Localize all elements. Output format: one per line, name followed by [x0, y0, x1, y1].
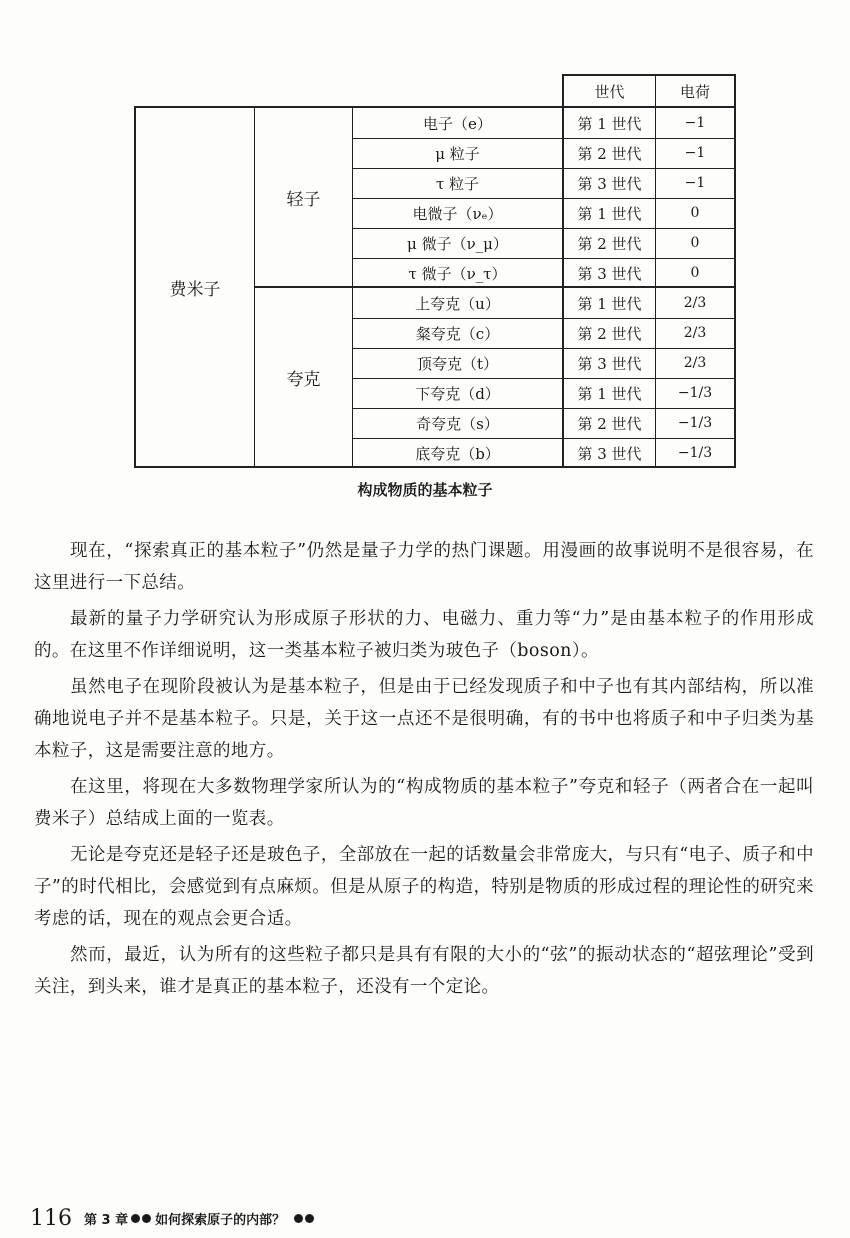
chapter-title: 如何探索原子的内部？: [155, 1213, 286, 1228]
bullet-icon: [294, 1214, 303, 1223]
chapter-label: 第 3 章: [84, 1213, 129, 1228]
charge-cell: 0: [690, 235, 700, 251]
paragraph: 现在，“探索真正的基本粒子”仍然是量子力学的热门课题。用漫画的故事说明不是很容易，在这里进行一下总结。: [34, 541, 814, 593]
particle-name: μ 粒子: [435, 144, 480, 163]
particle-name: 顶夸克（t）: [416, 354, 499, 373]
header-charge: 电荷: [679, 82, 710, 101]
bullet-icon: [131, 1214, 140, 1223]
charge-cell: −1: [684, 115, 706, 131]
generation-cell: 第 1 世代: [577, 114, 642, 133]
bullet-icon: [305, 1214, 314, 1223]
group-lepton: 轻子: [286, 189, 321, 210]
particle-name: 奇夸克（s）: [416, 414, 499, 433]
paragraph: 然而，最近，认为所有的这些粒子都只是具有有限的大小的“弦”的振动状态的“超弦理论”受到关注，到头来，谁才是真正的基本粒子，还没有一个定论。: [34, 945, 814, 997]
charge-cell: 0: [690, 205, 700, 221]
paragraph: 在这里，将现在大多数物理学家所认为的“构成物质的基本粒子”夸克和轻子（两者合在一起叫费米子）总结成上面的一览表。: [34, 777, 814, 829]
particle-name: μ 微子（ν_μ）: [407, 234, 508, 253]
particle-name: 电子（e）: [423, 114, 492, 133]
particle-name: 下夸克（d）: [415, 384, 500, 403]
particle-name: 粲夸克（c）: [415, 324, 500, 343]
paragraph: 虽然电子在现阶段被认为是基本粒子，但是由于已经发现质子和中子也有其内部结构，所以准确地说电子并不是基本粒子。只是，关于这一点还不是很明确，有的书中也将质子和中子归类为基本粒子，这是需要注意的地方。: [34, 677, 814, 761]
generation-cell: 第 2 世代: [577, 234, 642, 253]
page-number: 116: [30, 1206, 72, 1231]
particle-name: 电微子（νₑ）: [412, 204, 503, 223]
charge-cell: 2/3: [683, 355, 707, 371]
particle-name: τ 粒子: [435, 174, 480, 193]
charge-cell: −1: [684, 175, 706, 191]
charge-cell: −1/3: [677, 445, 713, 461]
bullet-icon: [142, 1214, 151, 1223]
generation-cell: 第 2 世代: [577, 414, 642, 433]
charge-cell: 2/3: [683, 325, 707, 341]
page-footer: [30, 1206, 315, 1231]
paragraph: 无论是夸克还是轻子还是玻色子，全部放在一起的话数量会非常庞大，与只有“电子、质子和中子”的时代相比，会感觉到有点麻烦。但是从原子的构造，特别是物质的形成过程的理论性的研究来考虑的话，现在的观点会更合适。: [34, 845, 814, 929]
category-fermion: 费米子: [169, 279, 221, 300]
generation-cell: 第 1 世代: [577, 294, 642, 313]
generation-cell: 第 3 世代: [577, 264, 642, 283]
generation-cell: 第 1 世代: [577, 204, 642, 223]
charge-cell: 2/3: [683, 295, 707, 311]
group-quark: 夸克: [286, 369, 321, 390]
charge-cell: −1/3: [677, 415, 713, 431]
generation-cell: 第 2 世代: [577, 324, 642, 343]
charge-cell: −1: [684, 145, 706, 161]
particle-name: τ 微子（ν_τ）: [408, 264, 507, 283]
paragraph: 最新的量子力学研究认为形成原子形状的力、电磁力、重力等“力”是由基本粒子的作用形成的。在这里不作详细说明，这一类基本粒子被归类为玻色子（boson）。: [34, 609, 814, 661]
table-caption: 构成物质的基本粒子: [357, 481, 493, 499]
generation-cell: 第 1 世代: [577, 384, 642, 403]
particle-name: 上夸克（u）: [415, 294, 500, 313]
charge-cell: −1/3: [677, 385, 713, 401]
particle-name: 底夸克（b）: [415, 444, 500, 463]
generation-cell: 第 3 世代: [577, 174, 642, 193]
header-generation: 世代: [594, 82, 625, 101]
generation-cell: 第 3 世代: [577, 444, 642, 463]
generation-cell: 第 2 世代: [577, 144, 642, 163]
charge-cell: 0: [690, 265, 700, 281]
generation-cell: 第 3 世代: [577, 354, 642, 373]
